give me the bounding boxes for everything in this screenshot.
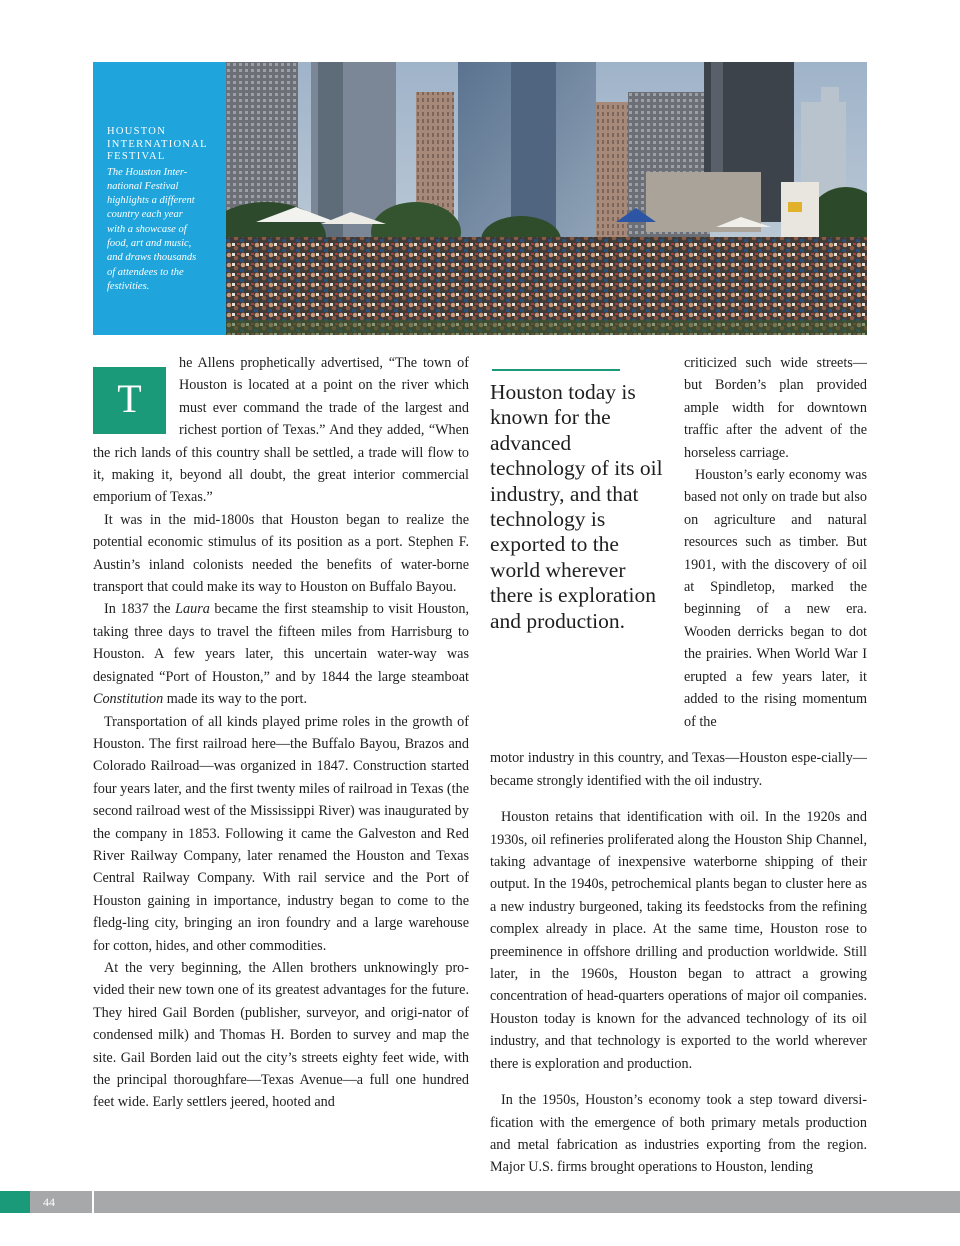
page-number: 44 xyxy=(30,1191,92,1213)
caption-text xyxy=(107,166,216,295)
photo-caption xyxy=(93,62,226,335)
body-paragraph: Transportation of all kinds played prime roles in the growth of Houston. The first railroad here—the Buffalo Bayou, Brazos and Colorado Railroad—was organized in 1847. Construction started four years later, and the first twenty miles of railroad in Texas (the second railroad west of the Mississippi River) was inaugurated by the company in 1853. Following it came the Galveston and Red River Railway Company, later renamed the Houston and Texas Central Railway Company. With rail service and the Port of Houston gaining in importance, industry began to come to the fledg-ling city, bringing an iron foundry and a large warehouse for cotton, hides, and other commodities. xyxy=(93,713,469,954)
body-paragraph: In the 1950s, Houston’s economy took a step toward diversi-fication with the emergence of both primary metals production and metal fabrication as industries exporting from the region. Major U.S. firms brought operations to Houston, lending xyxy=(490,1092,867,1176)
column-left xyxy=(93,352,469,1114)
body-paragraph: motor industry in this country, and Texas—Houston espe-cially—became strongly identified with the oil industry. xyxy=(490,750,867,789)
caption-line: The Houston Inter- xyxy=(107,166,188,178)
caption-title xyxy=(107,126,216,164)
festival-photo-block xyxy=(93,62,867,335)
pull-quote xyxy=(490,369,672,634)
caption-line: and draws thousands xyxy=(107,252,197,264)
column-right-top xyxy=(684,352,867,733)
caption-line: with a showcase of xyxy=(107,223,187,235)
drop-cap: T xyxy=(93,367,166,434)
body-paragraph: criticized such wide streets—but Borden’s plan provided ample width for downtown traffic after the advent of the horseless carriage. xyxy=(684,355,867,461)
caption-line: highlights a different xyxy=(107,195,195,207)
caption-title-line: FESTIVAL xyxy=(107,151,166,162)
body-paragraph: In 1837 the Laura became the first steamship to visit Houston, taking three days to travel the fifteen miles from Harrisburg to Houston. A few years later, this uncertain water-way was designated “Port of Houston,” and by 1844 the large steamboat Constitution made its way to the port. xyxy=(93,601,469,708)
caption-line: national Festival xyxy=(107,180,179,192)
body-paragraph: he Allens prophetically advertised, “The town of Houston is located at a point on the river which must ever command the trade of the largest and richest portion of Texas.” And they added, “When the rich lands of this country shall be settled, a trade will flow to it, making it, beyond all doubt, the great interior commercial emporium of Texas.” xyxy=(93,355,469,506)
body-paragraph: Houston’s early economy was based not only on trade but also on agriculture and natural resources such as timber. But 1901, with the discovery of oil at Spindletop, marked the beginning of a new era. Wooden derricks began to dot the prairies. When World War I erupted a few years later, it added to the rising momentum of the xyxy=(684,467,867,730)
footer-bar xyxy=(94,1191,960,1213)
body-paragraph: It was in the mid-1800s that Houston began to realize the potential economic stimulus of its position as a port. Stephen F. Austin’s inland colonists needed the benefits of water-borne transport that could make its way to Houston on Buffalo Bayou. xyxy=(93,511,469,596)
column-right-bottom xyxy=(490,733,867,1193)
caption-line: food, art and music, xyxy=(107,237,192,249)
caption-line: of attendees to the xyxy=(107,266,184,278)
festival-crowd-photo xyxy=(226,62,867,335)
skyline-crowd-illustration xyxy=(226,62,867,335)
caption-title-line: INTERNATIONAL xyxy=(107,138,208,150)
pull-quote-rule xyxy=(492,369,620,371)
caption-line: festivities. xyxy=(107,280,150,292)
pull-quote-text: Houston today is known for the advanced technology of its oil industry, and that technology is exported to the world wherever there is exploration and production. xyxy=(490,380,663,633)
body-paragraph: At the very beginning, the Allen brothers unknowingly pro-vided their new town one of its greatest advantages for the future. They hired Gail Borden (publisher, surveyor, and origi-nator of condensed milk) and Thomas H. Borden to survey and map the site. Gail Borden laid out the city’s streets eighty feet wide, with the principal thoroughfare—Texas Avenue—a full one hundred feet wide. Early settlers jeered, hooted and xyxy=(93,959,469,1111)
footer-accent xyxy=(0,1191,30,1213)
body-paragraph: Houston retains that identification with oil. In the 1920s and 1930s, oil refineries proliferated along the Houston Ship Channel, taking advantage of inexpensive waterborne shipping of their output. In the 1940s, petrochemical plants began to cluster here as a new industry burgeoned, taking its feedstocks from the refining complex already in place. At the same time, Houston rose to preeminence in offshore drilling and production worldwide. Still later, in the 1960s, Houston began to attract a growing concentration of head-quarters operations of major oil companies. Houston today is known for the advanced technology of its oil industry, and that technology is exported to the world wherever there is exploration and production. xyxy=(490,809,867,1072)
caption-line: country each year xyxy=(107,209,183,221)
caption-title-line: HOUSTON xyxy=(107,126,167,137)
